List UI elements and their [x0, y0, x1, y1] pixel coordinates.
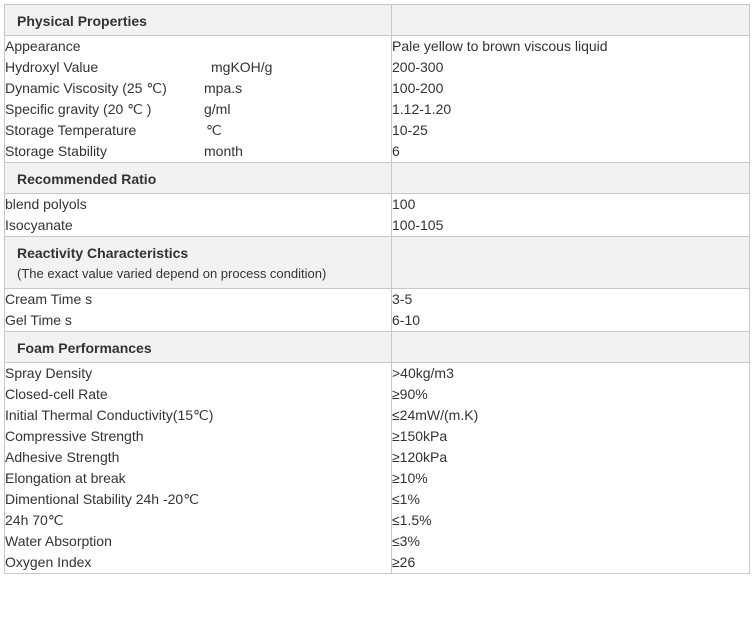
property-label: Specific gravity (20 ℃ ): [5, 101, 152, 117]
section-header-cell: [5, 237, 392, 289]
section-header-empty-cell: [392, 5, 750, 36]
property-label: Elongation at break: [5, 470, 126, 486]
property-row: [5, 120, 391, 141]
property-label: Gel Time s: [5, 312, 72, 328]
property-value: ≥150kPa: [392, 428, 448, 444]
property-value: ≤3%: [392, 533, 420, 549]
property-label: Initial Thermal Conductivity(15℃): [5, 407, 214, 423]
section-header-empty-cell: [392, 237, 750, 289]
property-value: 3-5: [392, 291, 413, 307]
property-value-cell: [392, 194, 750, 237]
property-row: [5, 194, 391, 215]
section-body-row: [5, 289, 750, 332]
property-row: [5, 141, 391, 162]
section-header-cell: [5, 5, 392, 36]
property-value: ≤24mW/(m.K): [392, 407, 479, 423]
property-row: [5, 78, 391, 99]
property-row: [5, 215, 391, 236]
property-row: [5, 489, 391, 510]
property-label: Oxygen Index: [5, 554, 92, 570]
property-value: ≥90%: [392, 386, 428, 402]
property-value-cell: [392, 36, 750, 163]
property-value: >40kg/m3: [392, 365, 454, 381]
property-label: Closed-cell Rate: [5, 386, 108, 402]
spec-table: [4, 4, 750, 574]
property-row: [5, 289, 391, 310]
section-title: Foam Performances: [17, 340, 152, 356]
property-row: [5, 426, 391, 447]
section-body-row: [5, 363, 750, 574]
property-value-cell: [392, 289, 750, 332]
property-value: 100-105: [392, 217, 444, 233]
property-value: 1.12-1.20: [392, 101, 452, 117]
section-header-empty-cell: [392, 163, 750, 194]
property-label: Spray Density: [5, 365, 93, 381]
section-title: Reactivity Characteristics: [17, 245, 189, 261]
property-unit: ℃: [206, 122, 222, 138]
section-header-empty-cell: [392, 332, 750, 363]
section-header-row: [5, 332, 750, 363]
property-unit: g/ml: [204, 101, 231, 117]
property-label-cell: [5, 289, 392, 332]
property-label-cell: [5, 363, 392, 574]
property-label: Hydroxyl Value: [5, 59, 99, 75]
property-value: ≥26: [392, 554, 416, 570]
property-value: ≥120kPa: [392, 449, 448, 465]
property-label: Dimentional Stability 24h -20℃: [5, 491, 199, 507]
property-row: [5, 57, 391, 78]
property-unit: month: [204, 143, 243, 159]
property-unit: mpa.s: [204, 80, 243, 96]
property-row: [5, 531, 391, 552]
section-body-row: [5, 36, 750, 163]
property-value: 100-200: [392, 80, 444, 96]
property-label-cell: [5, 194, 392, 237]
property-row: [5, 468, 391, 489]
property-value: 100: [392, 196, 416, 212]
section-header-row: [5, 5, 750, 36]
property-row: [5, 310, 391, 331]
property-label-cell: [5, 36, 392, 163]
property-value: ≤1.5%: [392, 512, 432, 528]
property-label: Compressive Strength: [5, 428, 144, 444]
property-value: ≥10%: [392, 470, 428, 486]
section-body-row: [5, 194, 750, 237]
property-label: Storage Temperature: [5, 122, 137, 138]
section-note: (The exact value varied depend on process condition): [17, 266, 327, 281]
section-title: Physical Properties: [17, 13, 147, 29]
section-header-cell: [5, 332, 392, 363]
property-value: 200-300: [392, 59, 444, 75]
property-value-cell: [392, 363, 750, 574]
property-label: Cream Time s: [5, 291, 93, 307]
property-label: Adhesive Strength: [5, 449, 120, 465]
property-row: [5, 447, 391, 468]
property-label: blend polyols: [5, 196, 87, 212]
property-label: 24h 70℃: [5, 512, 64, 528]
property-value: ≤1%: [392, 491, 420, 507]
property-row: [5, 384, 391, 405]
property-value: 6: [392, 143, 400, 159]
property-label: Isocyanate: [5, 217, 73, 233]
section-title: Recommended Ratio: [17, 171, 157, 187]
property-unit: mgKOH/g: [211, 59, 273, 75]
section-header-row: [5, 163, 750, 194]
property-row: [5, 405, 391, 426]
property-label: Dynamic Viscosity (25 ℃): [5, 80, 167, 96]
property-label: Appearance: [5, 38, 81, 54]
property-label: Storage Stability: [5, 143, 107, 159]
property-value: 6-10: [392, 312, 421, 328]
property-row: [5, 363, 391, 384]
property-row: [5, 510, 391, 531]
property-value: Pale yellow to brown viscous liquid: [392, 38, 608, 54]
section-header-cell: [5, 163, 392, 194]
section-header-row: [5, 237, 750, 289]
property-row: [5, 36, 391, 57]
property-row: [5, 99, 391, 120]
property-row: [5, 552, 391, 573]
property-value: 10-25: [392, 122, 428, 138]
property-label: Water Absorption: [5, 533, 112, 549]
